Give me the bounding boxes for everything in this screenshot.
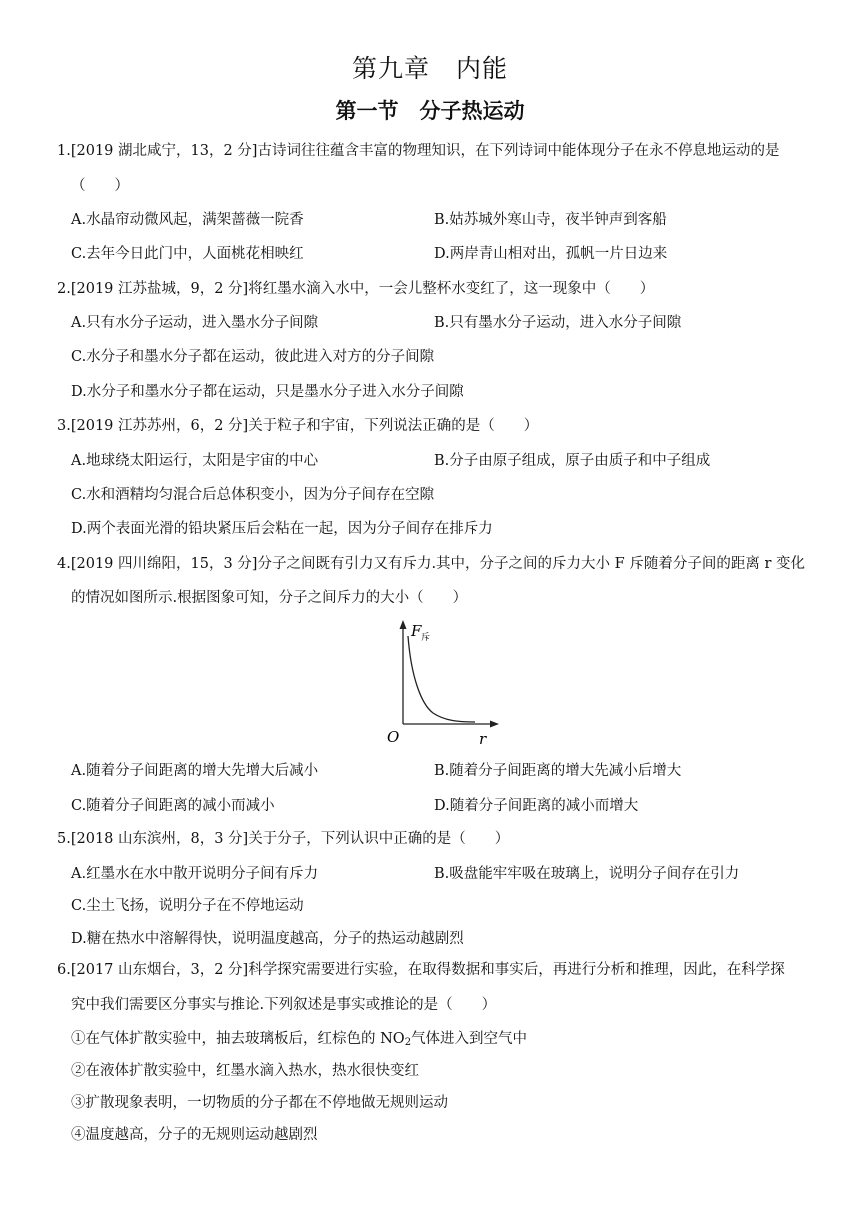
question-1-option-c: C.去年今日此门中，人面桃花相映红	[71, 246, 304, 262]
question-5-option-c: C.尘土飞扬，说明分子在不停地运动	[71, 898, 304, 914]
repulsion-force-graph	[375, 618, 505, 750]
statement-1-subscript: 2	[404, 1037, 412, 1048]
chapter-title: 第九章 内能	[351, 54, 508, 83]
question-3-option-a: A.地球绕太阳运行，太阳是宇宙的中心	[71, 453, 319, 469]
question-5-option-d: D.糖在热水中溶解得快，说明温度越高，分子的热运动越剧烈	[71, 931, 464, 947]
question-3-option-b: B.分子由原子组成，原子由质子和中子组成	[434, 453, 711, 469]
question-2-option-b: B.只有墨水分子运动，进入水分子间隙	[434, 315, 682, 331]
question-6-statement-2: ②在液体扩散实验中，红墨水滴入热水，热水很快变红	[71, 1063, 419, 1079]
question-5-option-a: A.红墨水在水中散开说明分子间有斥力	[71, 866, 319, 882]
question-3-option-d: D.两个表面光滑的铅块紧压后会粘在一起，因为分子间存在排斥力	[71, 521, 493, 537]
statement-1-text: ①在气体扩散实验中，抽去玻璃板后，红棕色的 NO	[71, 1031, 405, 1047]
question-1-option-d: D.两岸青山相对出，孤帆一片日边来	[434, 246, 668, 262]
question-2-option-d: D.水分子和墨水分子都在运动，只是墨水分子进入水分子间隙	[71, 384, 464, 400]
y-axis-arrow	[400, 620, 407, 629]
question-4-option-c: C.随着分子间距离的减小而减小	[71, 798, 275, 814]
question-6-stem-cont: 究中我们需要区分事实与推论.下列叙述是事实或推论的是（ ）	[71, 997, 497, 1013]
x-axis-arrow	[490, 721, 499, 728]
graph-svg	[375, 618, 505, 750]
question-4-stem-cont: 的情况如图所示.根据图象可知，分子之间斥力的大小（ ）	[71, 590, 468, 606]
question-1-option-a: A.水晶帘动微风起，满架蔷薇一院香	[71, 212, 304, 228]
question-3-option-c: C.水和酒精均匀混合后总体积变小，因为分子间存在空隙	[71, 487, 435, 503]
y-axis-label: F	[411, 622, 422, 640]
x-axis-label: r	[479, 730, 487, 748]
question-6-statement-4: ④温度越高，分子的无规则运动越剧烈	[71, 1127, 318, 1143]
question-4-option-b: B.随着分子间距离的增大先减小后增大	[434, 763, 682, 779]
section-title: 第一节 分子热运动	[335, 98, 525, 123]
question-3-stem: 3.[2019 江苏苏州，6，2 分]关于粒子和宇宙，下列说法正确的是（ ）	[57, 418, 539, 434]
question-1-stem: 1.[2019 湖北咸宁，13，2 分]古诗词往往蕴含丰富的物理知识，在下列诗词中能体现分子在永不停息地运动的是	[57, 143, 780, 159]
question-4-option-d: D.随着分子间距离的减小而增大	[434, 798, 639, 814]
question-5-option-b: B.吸盘能牢牢吸在玻璃上，说明分子间存在引力	[434, 866, 740, 882]
question-4-stem: 4.[2019 四川绵阳，15，3 分]分子之间既有引力又有斥力.其中，分子之间的斥力大小 F 斥随着分子间的距离 r 变化	[57, 556, 805, 572]
question-6-stem: 6.[2017 山东烟台，3，2 分]科学探究需要进行实验，在取得数据和事实后，再进行分析和推理，因此，在科学探	[57, 962, 785, 978]
question-6-statement-1	[71, 1030, 527, 1050]
repulsion-curve	[408, 636, 475, 722]
y-axis-label-sub: 斥	[421, 633, 431, 643]
statement-1-text-end: 气体进入到空气中	[411, 1031, 528, 1047]
question-1-option-b: B.姑苏城外寒山寺，夜半钟声到客船	[434, 212, 667, 228]
question-6-statement-3: ③扩散现象表明，一切物质的分子都在不停地做无规则运动	[71, 1095, 448, 1111]
question-2-stem: 2.[2019 江苏盐城，9，2 分]将红墨水滴入水中，一会儿整杯水变红了，这一现象中（ ）	[57, 281, 655, 297]
question-5-stem: 5.[2018 山东滨州，8，3 分]关于分子，下列认识中正确的是（ ）	[57, 831, 510, 847]
question-1-stem-cont: （ ）	[71, 178, 129, 194]
question-2-option-a: A.只有水分子运动，进入墨水分子间隙	[71, 315, 319, 331]
origin-label: O	[387, 728, 400, 746]
question-2-option-c: C.水分子和墨水分子都在运动，彼此进入对方的分子间隙	[71, 349, 435, 365]
question-4-option-a: A.随着分子间距离的增大先增大后减小	[71, 763, 319, 779]
